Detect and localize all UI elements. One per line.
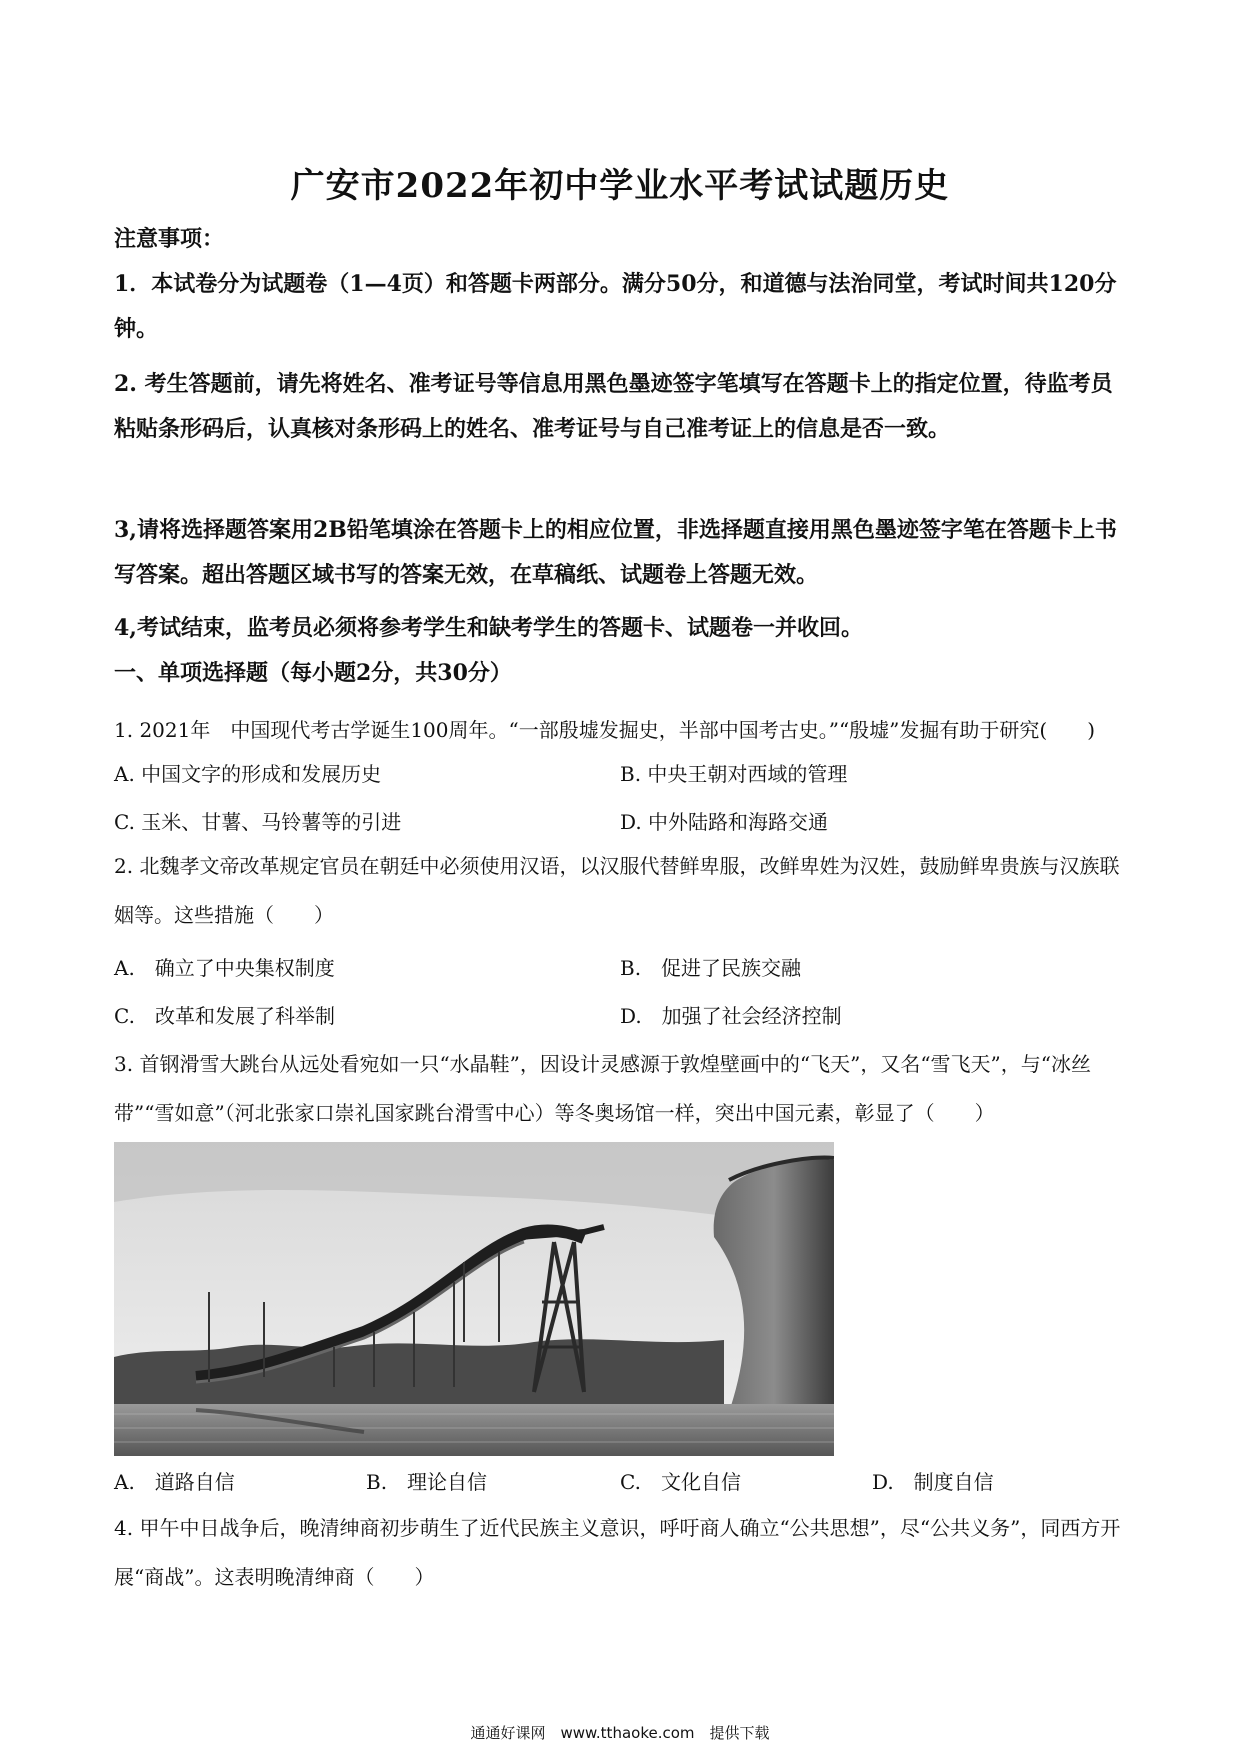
notice-item-3: 3,请将选择题答案用2B铅笔填涂在答题卡上的相应位置，非选择题直接用黑色墨迹签字笔在答题卡上书写答案。超出答题区域书写的答案无效，在草稿纸、试题卷上答题无效。 (114, 517, 1117, 588)
notice-heading: 注意事项： (114, 226, 225, 252)
question-1-option-a: A. 中国文字的形成和发展历史 (114, 762, 382, 786)
footer-download-note: 通通好课网 www.tthaoke.com 提供下载 (470, 1724, 770, 1742)
question-3-option-d: D. 制度自信 (872, 1470, 994, 1494)
ski-jump-photo (114, 1142, 834, 1456)
question-3-stem: 3. 首钢滑雪大跳台从远处看宛如一只“水晶鞋”，因设计灵感源于敦煌壁画中的“飞天”，又名“雪飞天”，与“冰丝带”“雪如意”（河北张家口崇礼国家跳台滑雪中心）等冬奥场馆一样，突出中国元素，彰显了（ ） (114, 1052, 1092, 1125)
question-1-option-d: D. 中外陆路和海路交通 (620, 810, 829, 834)
question-1-stem: 1. 2021年 中国现代考古学诞生100周年。“一部殷墟发掘史，半部中国考古史。”“殷墟”发掘有助于研究( ) (114, 718, 1096, 742)
notice-item-4: 4,考试结束，监考员必须将参考学生和缺考学生的答题卡、试题卷一并收回。 (114, 615, 863, 641)
question-2-option-d: D. 加强了社会经济控制 (620, 1004, 842, 1028)
notice-item-2: 2. 考生答题前，请先将姓名、准考证号等信息用黑色墨迹签字笔填写在答题卡上的指定位置，待监考员粘贴条形码后，认真核对条形码上的姓名、准考证号与自己准考证上的信息是否一致。 (114, 371, 1113, 442)
question-2-option-b: B. 促进了民族交融 (620, 956, 802, 980)
question-3-option-c: C. 文化自信 (620, 1470, 741, 1494)
question-2-stem: 2. 北魏孝文帝改革规定官员在朝廷中必须使用汉语，以汉服代替鲜卑服，改鲜卑姓为汉姓，鼓励鲜卑贵族与汉族联姻等。这些措施（ ） (114, 854, 1120, 927)
question-1-option-c: C. 玉米、甘薯、马铃薯等的引进 (114, 810, 402, 834)
notice-item-1: 1．本试卷分为试题卷（1—4页）和答题卡两部分。满分50分，和道德与法治同堂，考试时间共120分钟。 (114, 271, 1117, 342)
question-2-option-c: C. 改革和发展了科举制 (114, 1004, 335, 1028)
section-heading: 一、单项选择题（每小题2分，共30分） (114, 660, 512, 686)
question-1-option-b: B. 中央王朝对西域的管理 (620, 762, 848, 786)
question-4-stem: 4. 甲午中日战争后，晚清绅商初步萌生了近代民族主义意识，呼吁商人确立“公共思想”，尽“公共义务”，同西方开展“商战”。这表明晚清绅商（ ） (114, 1516, 1121, 1589)
question-2-option-a: A. 确立了中央集权制度 (114, 956, 335, 980)
question-3-option-b: B. 理论自信 (366, 1470, 488, 1494)
question-3-option-a: A. 道路自信 (114, 1470, 235, 1494)
page-title: 广安市2022年初中学业水平考试试题历史 (290, 166, 950, 206)
